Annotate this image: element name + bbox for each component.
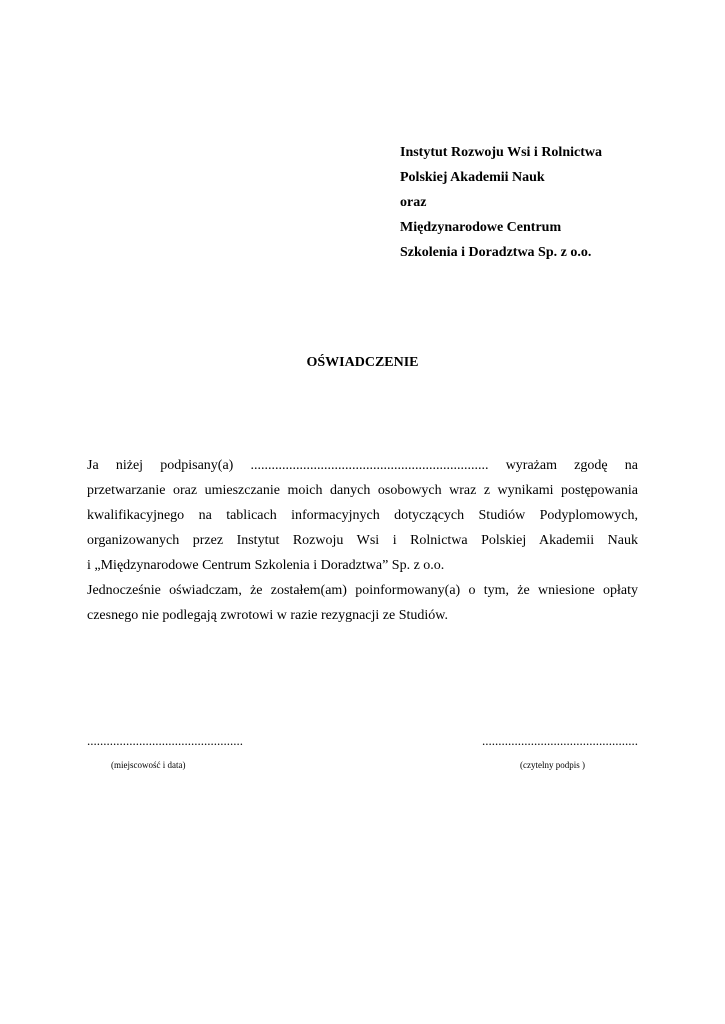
statement-line-5: i „Międzynarodowe Centrum Szkolenia i Doradztwa” Sp. z o.o. (87, 558, 445, 573)
signature-field[interactable]: ................................................ (482, 733, 638, 748)
statement-line-4: organizowanych przez Instytut Rozwoju Wsi i Rolnictwa Polskiej Akademii Nauk (87, 533, 638, 548)
signature-area (87, 733, 638, 793)
declaration-line-2: czesnego nie podlegają zwrotowi w razie rezygnacji ze Studiów. (87, 608, 448, 623)
place-date-caption: (miejscowość i data) (111, 760, 186, 770)
recipient-line-1: Instytut Rozwoju Wsi i Rolnictwa (400, 145, 602, 160)
signature-caption: (czytelny podpis ) (520, 760, 585, 770)
statement-line-2: przetwarzanie oraz umieszczanie moich danych osobowych wraz z wynikami postępowania (87, 483, 638, 498)
recipient-line-3: oraz (400, 195, 427, 210)
document-title: OŚWIADCZENIE (306, 355, 419, 370)
recipient-address (400, 140, 700, 265)
place-date-field[interactable]: ................................................ (87, 733, 243, 748)
statement-body (87, 453, 638, 628)
document-title-container (0, 355, 725, 371)
recipient-line-2: Polskiej Akademii Nauk (400, 170, 545, 185)
statement-line-3: kwalifikacyjnego na tablicach informacyjnych dotyczących Studiów Podyplomowych, (87, 508, 638, 523)
recipient-line-4: Międzynarodowe Centrum (400, 220, 562, 235)
statement-line-1: Ja niżej podpisany(a) .................................................................... wyrażam zgodę na (87, 458, 638, 473)
recipient-line-5: Szkolenia i Doradztwa Sp. z o.o. (400, 245, 592, 260)
declaration-line-1: Jednocześnie oświadczam, że zostałem(am) poinformowany(a) o tym, że wniesione opłaty (87, 583, 638, 598)
